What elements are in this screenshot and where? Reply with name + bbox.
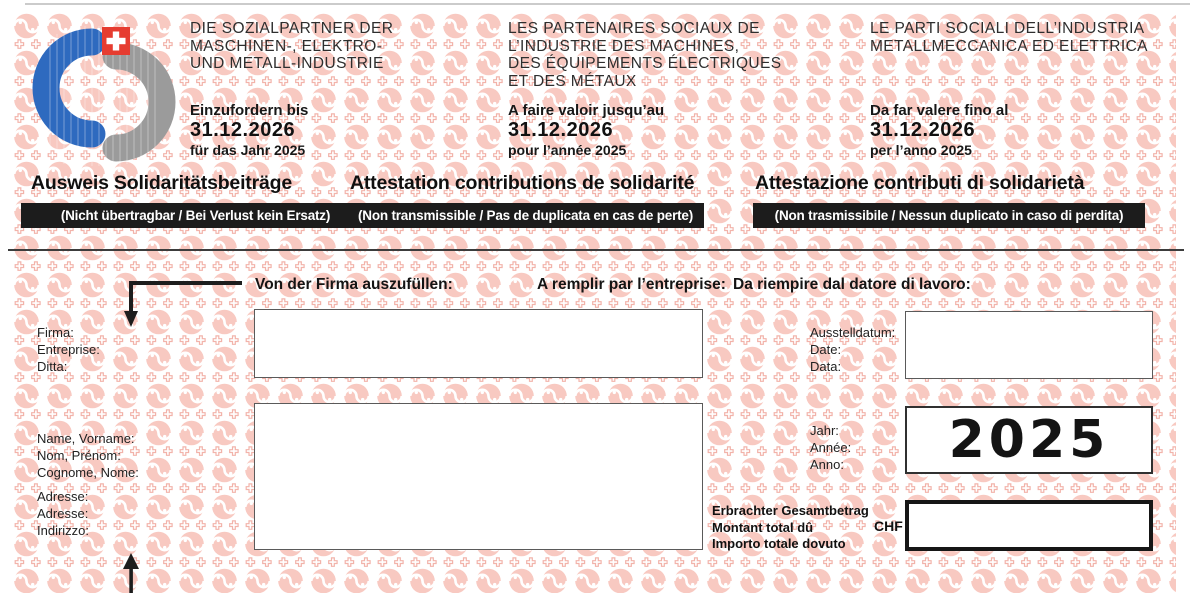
document-title-fr: Attestation contributions de solidarité (350, 172, 695, 194)
fill-heading-it: Da riempire dal datore di lavoro: (733, 276, 971, 293)
down-arrow-icon (120, 275, 260, 331)
name-address-field[interactable] (254, 403, 703, 550)
section-divider-line (8, 249, 1184, 251)
company-field[interactable] (254, 309, 703, 378)
claim-lead-it: Da far valere fino al (870, 102, 1009, 119)
claim-lead-de: Einzufordern bis (190, 102, 309, 119)
issue-date-labels: Ausstelldatum: Date: Data: (810, 325, 896, 374)
fill-heading-fr: A remplir par l’entreprise: (537, 276, 726, 293)
notice-strip-de: (Nicht übertragbar / Bei Verlust kein Ersatz) (21, 203, 370, 228)
claim-year-it: per l’anno 2025 (870, 142, 972, 158)
org-name-de: DIE SOZIALPARTNER DER MASCHINEN-, ELEKTRO- UND METALL-INDUSTRIE (190, 20, 394, 72)
claim-year-de: für das Jahr 2025 (190, 142, 306, 158)
claim-date-de: 31.12.2026 (190, 119, 296, 141)
year-field[interactable]: 2025 (905, 406, 1153, 474)
address-labels: Adresse: Adresse: Indirizzo: (37, 489, 90, 538)
scan-artifact-line (25, 3, 1190, 5)
claim-year-fr: pour l’année 2025 (508, 142, 627, 158)
org-name-fr: LES PARTENAIRES SOCIAUX DE L’INDUSTRIE DES MACHINES, DES ÉQUIPEMENTS ÉLECTRIQUES ET DES MÉTAUX (508, 20, 782, 90)
name-labels: Name, Vorname: Nom, Prénom: Cognome, Nome: (37, 431, 139, 480)
notice-strip-it: (Non trasmissibile / Nessun duplicato in caso di perdita) (753, 203, 1145, 228)
document-title-de: Ausweis Solidaritätsbeiträge (31, 172, 292, 194)
currency-label: CHF (874, 518, 903, 534)
claim-lead-fr: A faire valoir jusqu’au (508, 102, 665, 119)
issue-date-field[interactable] (905, 311, 1153, 379)
logo-swirl-icon (46, 26, 162, 166)
claim-date-fr: 31.12.2026 (508, 119, 614, 141)
document-title-it: Attestazione contributi di solidarietà (755, 172, 1085, 194)
total-amount-labels: Erbrachter Gesamtbetrag Montant total dû Importo totale dovuto (712, 503, 869, 551)
claim-date-it: 31.12.2026 (870, 119, 976, 141)
org-name-it: LE PARTI SOCIALI DELL’INDUSTRIA METALLMECCANICA ED ELETTRICA (870, 20, 1148, 55)
fill-heading-de: Von der Firma auszufüllen: (255, 276, 453, 293)
year-labels: Jahr: Année: Anno: (810, 423, 852, 472)
swiss-cross-icon (102, 27, 130, 55)
sozialpartner-logo (28, 20, 178, 170)
notice-strip-fr: (Non transmissible / Pas de duplicata en cas de perte) (347, 203, 704, 228)
up-arrow-icon (120, 550, 144, 593)
company-labels: Firma: Entreprise: Ditta: (37, 325, 100, 374)
amount-field[interactable] (905, 500, 1153, 551)
